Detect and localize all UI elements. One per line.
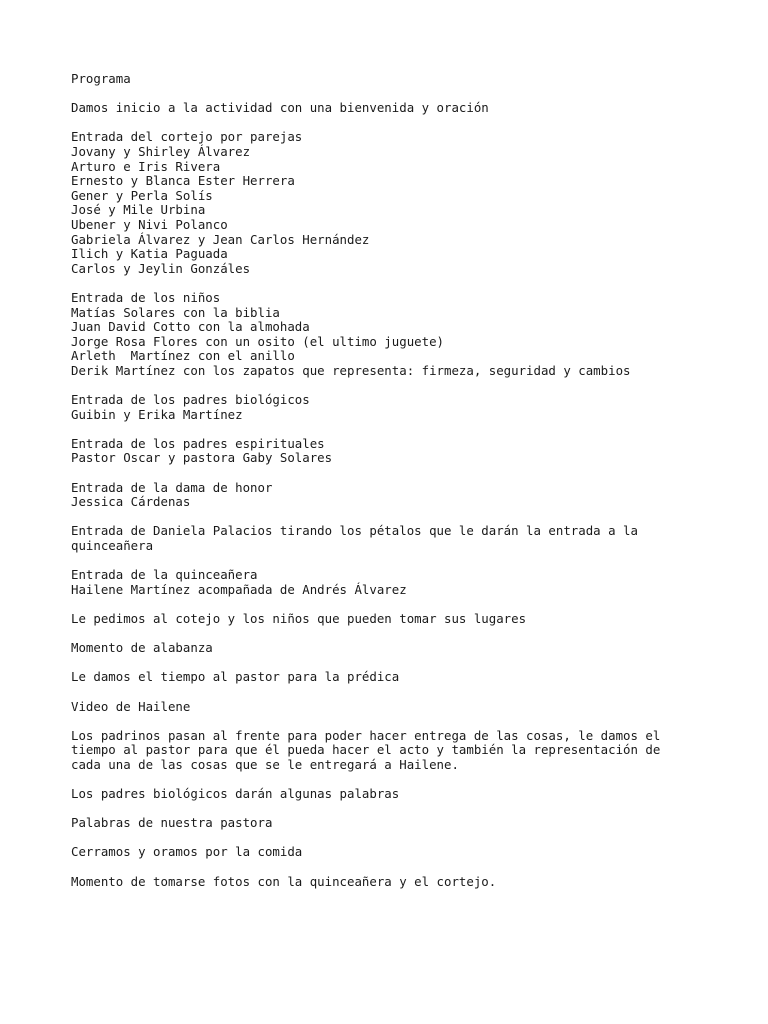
document-page: [71, 72, 721, 904]
text-line: Le damos el tiempo al pastor para la prédica: [71, 669, 400, 685]
document-title-block: [71, 72, 721, 87]
paragraph-block: [71, 291, 721, 379]
paragraph-block: [71, 524, 721, 553]
paragraph-block: [71, 568, 721, 597]
paragraph-block: [71, 481, 721, 510]
document-title: Programa: [71, 71, 131, 86]
text-line: Los padres biológicos darán algunas palabras: [71, 786, 400, 802]
text-line: Gener y Perla Solís: [71, 187, 213, 203]
text-line: Momento de alabanza: [71, 640, 213, 656]
text-line: Le pedimos al cotejo y los niños que pueden tomar sus lugares: [71, 610, 527, 626]
paragraph-block: [71, 729, 721, 773]
text-line: Damos inicio a la actividad con una bienvenida y oración: [71, 100, 489, 116]
text-line: Jessica Cárdenas: [71, 494, 191, 510]
text-line: Arturo e Iris Rivera: [71, 158, 221, 174]
paragraph-block: [71, 787, 721, 802]
text-line: Pastor Oscar y pastora Gaby Solares: [71, 450, 333, 466]
text-line: Derik Martínez con los zapatos que representa: firmeza, seguridad y cambios: [71, 362, 631, 378]
paragraph-block: [71, 845, 721, 860]
paragraph-block: [71, 700, 721, 715]
text-line: Entrada de Daniela Palacios tirando los pétalos que le darán la entrada a la: [71, 523, 638, 539]
text-line: Entrada de los padres biológicos: [71, 392, 310, 408]
text-line: Ubener y Nivi Polanco: [71, 216, 228, 232]
text-line: Ilich y Katia Paguada: [71, 246, 228, 262]
text-line: Matías Solares con la biblia: [71, 304, 280, 320]
text-line: Gabriela Álvarez y Jean Carlos Hernández: [71, 231, 370, 247]
text-line: José y Mile Urbina: [71, 202, 206, 218]
paragraph-block: [71, 612, 721, 627]
paragraph-block: [71, 101, 721, 116]
text-line: Jorge Rosa Flores con un osito (el ultimo juguete): [71, 333, 444, 349]
paragraph-block: [71, 641, 721, 656]
text-line: Entrada del cortejo por parejas: [71, 129, 303, 145]
text-line: Entrada de los padres espirituales: [71, 435, 325, 451]
text-line: Entrada de la dama de honor: [71, 479, 273, 495]
paragraph-block: [71, 670, 721, 685]
text-line: Guibin y Erika Martínez: [71, 406, 243, 422]
text-line: Palabras de nuestra pastora: [71, 815, 273, 831]
text-line: tiempo al pastor para que él pueda hacer el acto y también la representación de: [71, 742, 661, 758]
text-line: Cerramos y oramos por la comida: [71, 844, 303, 860]
text-line: quinceañera: [71, 538, 154, 553]
text-line: cada una de las cosas que se le entregará a Hailene.: [71, 756, 459, 772]
paragraph-block: [71, 875, 721, 890]
text-line: Entrada de la quinceañera: [71, 567, 258, 583]
paragraph-block: [71, 130, 721, 276]
text-line: Juan David Cotto con la almohada: [71, 319, 310, 335]
text-line: Ernesto y Blanca Ester Herrera: [71, 173, 295, 189]
paragraph-block: [71, 437, 721, 466]
paragraph-block: [71, 393, 721, 422]
text-line: Carlos y Jeylin Gonzáles: [71, 260, 251, 276]
text-line: Hailene Martínez acompañada de Andrés Álvarez: [71, 581, 407, 597]
paragraph-block: [71, 816, 721, 831]
text-line: Jovany y Shirley Álvarez: [71, 143, 251, 159]
document-body: [71, 101, 721, 889]
text-line: Los padrinos pasan al frente para poder hacer entrega de las cosas, le damos el: [71, 727, 661, 743]
text-line: Arleth Martínez con el anillo: [71, 348, 295, 364]
text-line: Video de Hailene: [71, 698, 191, 714]
text-line: Entrada de los niños: [71, 289, 221, 305]
text-line: Momento de tomarse fotos con la quinceañera y el cortejo.: [71, 873, 497, 889]
